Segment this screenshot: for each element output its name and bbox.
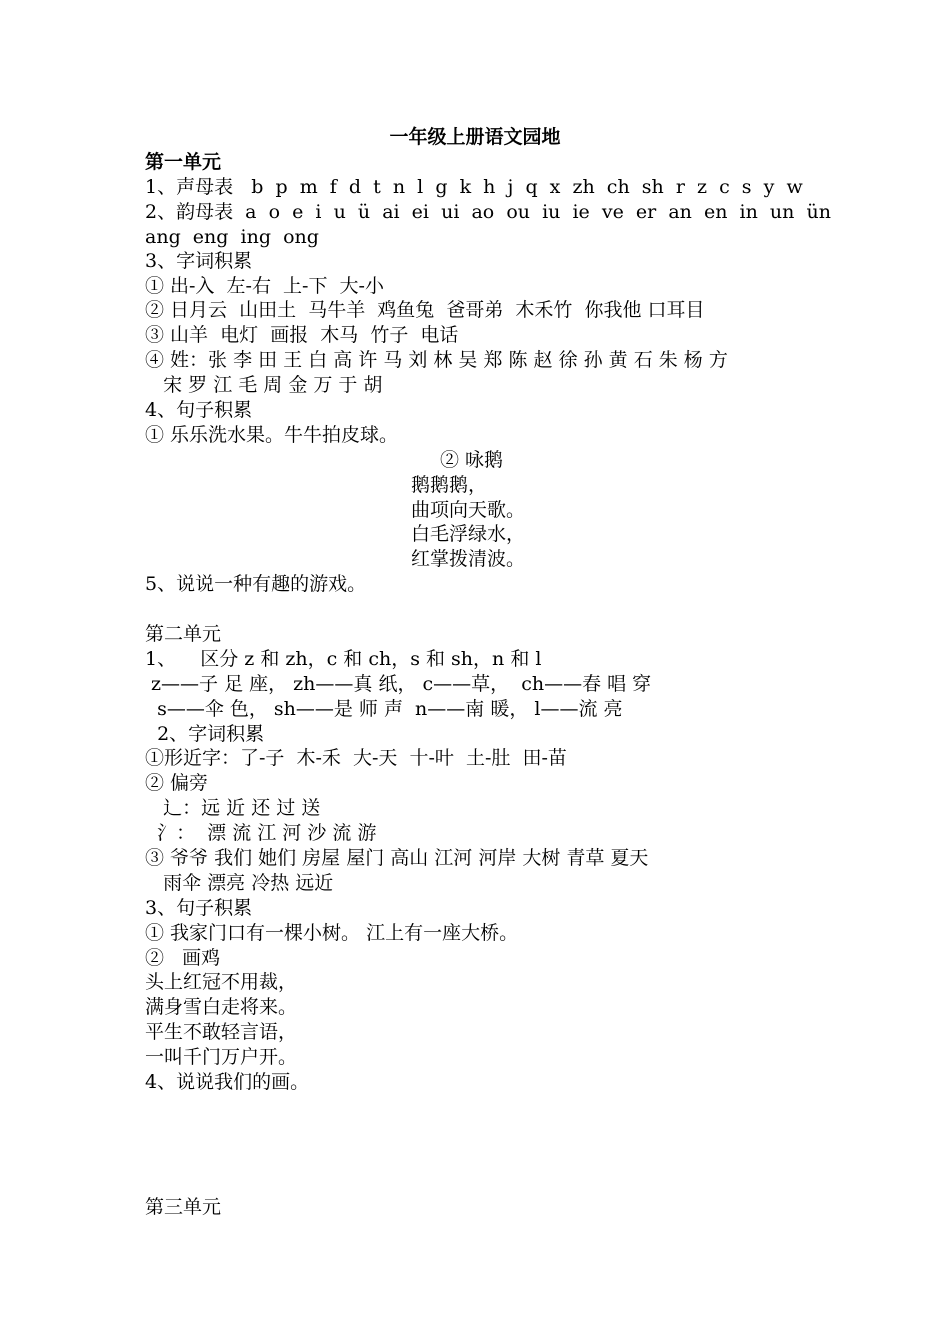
unit1-words-heading: 3、字词积累 bbox=[145, 250, 253, 272]
unit2-words-3: ③ 爷爷 我们 她们 房屋 屋门 高山 江河 河岸 大树 青草 夏天 bbox=[145, 847, 649, 869]
unit1-sentences-heading: 4、句子积累 bbox=[145, 399, 253, 421]
page-title: 一年级上册语文园地 bbox=[389, 126, 561, 148]
poem-line: 一叫千门万户开。 bbox=[145, 1046, 298, 1068]
initials-table: 1、声母表 b p m f d t n l g k h j q x zh ch sh r z c s y w bbox=[145, 176, 803, 198]
unit2-words-3-cont: 雨伞 漂亮 冷热 远近 bbox=[145, 872, 334, 894]
poem-line: 平生不敢轻言语， bbox=[145, 1021, 298, 1043]
poem-line: 鹅鹅鹅， bbox=[411, 474, 488, 496]
unit2-sentences-heading: 3、句子积累 bbox=[145, 897, 253, 919]
poem-line: 头上红冠不用裁， bbox=[145, 971, 298, 993]
unit2-speaking: 4、说说我们的画。 bbox=[145, 1071, 310, 1093]
finals-table: 2、韵母表 a o e i u ü ai ei ui ao ou iu ie ve er an en in un ün bbox=[145, 201, 831, 223]
unit1-words-3: ③ 山羊 电灯 画报 木马 竹子 电话 bbox=[145, 324, 459, 346]
unit1-surnames-cont: 宋 罗 江 毛 周 金 万 于 胡 bbox=[145, 374, 383, 396]
unit1-sentence-1: ① 乐乐洗水果。牛牛拍皮球。 bbox=[145, 424, 399, 446]
poem-line: 红掌拨清波。 bbox=[411, 548, 526, 570]
unit3-heading: 第三单元 bbox=[145, 1196, 222, 1218]
unit2-radical-2: 氵： 漂 流 江 河 沙 流 游 bbox=[145, 822, 377, 844]
unit1-words-1: ① 出-入 左-右 上-下 大-小 bbox=[145, 275, 384, 297]
unit2-pinyin-row-2: s——伞 色， sh——是 师 声 n——南 暖， l——流 亮 bbox=[145, 698, 623, 720]
unit1-speaking: 5、说说一种有趣的游戏。 bbox=[145, 573, 367, 595]
poem-title-goose: ② 咏鹅 bbox=[440, 449, 504, 471]
unit2-similar-chars: ①形近字：了-子 木-禾 大-天 十-叶 土-肚 田-苗 bbox=[145, 747, 567, 769]
unit2-radical-1: 辶：远 近 还 过 送 bbox=[145, 797, 321, 819]
poem-line: 白毛浮绿水， bbox=[411, 523, 526, 545]
unit1-words-2: ② 日月云 山田土 马牛羊 鸡鱼兔 爸哥弟 木禾竹 你我他 口耳目 bbox=[145, 299, 705, 321]
unit1-surnames: ④ 姓：张 李 田 王 白 高 许 马 刘 林 吴 郑 陈 赵 徐 孙 黄 石 朱 杨 方 bbox=[145, 349, 728, 371]
unit2-sentence-1: ① 我家门口有一棵小树。 江上有一座大桥。 bbox=[145, 922, 519, 944]
poem-line: 曲项向天歌。 bbox=[411, 499, 526, 521]
unit2-words-heading: 2、字词积累 bbox=[145, 723, 265, 745]
unit2-radicals-heading: ② 偏旁 bbox=[145, 772, 209, 794]
unit2-distinguish: 1、 区分 z 和 zh，c 和 ch，s 和 sh，n 和 l bbox=[145, 648, 542, 670]
poem-title-rooster: ② 画鸡 bbox=[145, 947, 221, 969]
unit1-heading: 第一单元 bbox=[145, 151, 222, 173]
unit2-pinyin-row-1: z——子 足 座， zh——真 纸， c——草， ch——春 唱 穿 bbox=[145, 673, 652, 695]
unit2-heading: 第二单元 bbox=[145, 623, 222, 645]
finals-table-cont: ang eng ing ong bbox=[145, 226, 319, 248]
poem-line: 满身雪白走将来。 bbox=[145, 996, 298, 1018]
